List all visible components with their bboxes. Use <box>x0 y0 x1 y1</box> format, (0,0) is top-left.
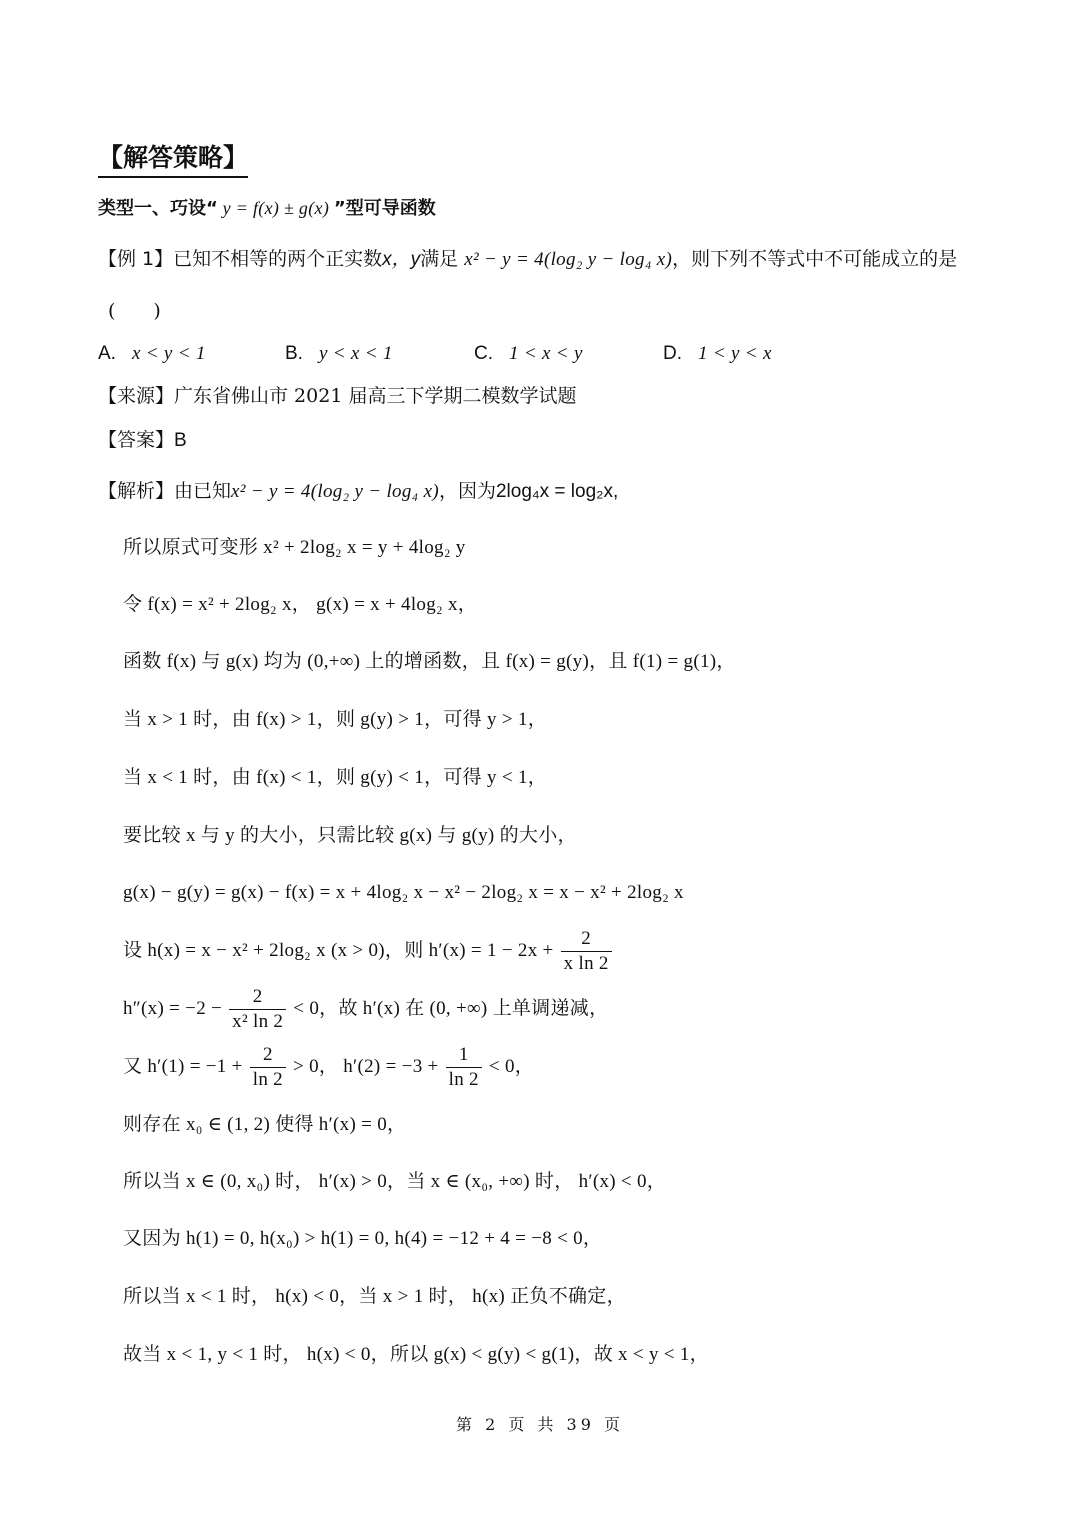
subhead-suffix: ”型可导函数 <box>333 198 436 219</box>
option-letter: D. <box>663 343 682 364</box>
section-heading: 【解答策略】 <box>98 142 248 178</box>
type-subheading <box>98 195 436 222</box>
answer-label: 【答案】 <box>98 429 175 451</box>
analysis-line-13: 所以当 x ∈ (0, x₀) 时， h′(x) > 0，当 x ∈ (x₀, +∞) 时， h′(x) < 0， <box>123 1171 667 1192</box>
analysis-line-8: g(x) − g(y) = g(x) − f(x) = x + 4log₂ x − x² − 2log₂ x = x − x² + 2log₂ x <box>123 882 684 903</box>
analysis-line-15: 所以当 x < 1 时， h(x) < 0，当 x > 1 时， h(x) 正负不确定， <box>123 1286 626 1307</box>
analysis-formula: 2log₄x = log₂x, <box>495 481 619 502</box>
analysis-line-3: 令 f(x) = x² + 2log₂ x， g(x) = x + 4log₂ x， <box>123 594 478 615</box>
example-statement <box>98 246 957 273</box>
example-text-a: 已知不相等的两个正实数 <box>173 248 383 270</box>
analysis-text: 由已知 <box>174 480 232 502</box>
fraction-denominator: ln 2 <box>252 1069 283 1091</box>
example-text-c: 满足 <box>420 248 459 270</box>
analysis-line-9 <box>123 926 614 976</box>
option-letter: A. <box>98 343 116 364</box>
source-label: 【来源】 <box>98 385 175 407</box>
analysis-text: h″(x) = −2 − <box>123 998 223 1019</box>
option-a <box>98 340 206 367</box>
fraction <box>561 927 612 976</box>
answer-line <box>98 427 187 454</box>
option-math: 1 < y < x <box>698 343 772 364</box>
fraction-numerator: 1 <box>446 1043 482 1068</box>
answer-value: B <box>174 430 187 451</box>
analysis-text: 又 h′(1) = −1 + <box>123 1056 243 1077</box>
analysis-line-12: 则存在 x₀ ∈ (1, 2) 使得 h′(x) = 0， <box>123 1114 407 1135</box>
fraction-numerator: 2 <box>250 1043 286 1068</box>
analysis-text: < 0， <box>488 1056 535 1077</box>
analysis-line-4: 函数 f(x) 与 g(x) 均为 (0,+∞) 上的增函数，且 f(x) = g(y)，且 f(1) = g(1)， <box>123 651 736 672</box>
analysis-line-11 <box>123 1042 534 1092</box>
option-math: x < y < 1 <box>131 343 206 364</box>
analysis-line-16: 故当 x < 1, y < 1 时， h(x) < 0，所以 g(x) < g(y) < g(1)，故 x < y < 1， <box>123 1344 709 1365</box>
option-math: 1 < x < y <box>509 343 583 364</box>
answer-blank: ( ) <box>108 300 161 322</box>
example-text-d: ，则下列不等式中不可能成立的是 <box>672 248 958 270</box>
analysis-text: 设 h(x) = x − x² + 2log₂ x (x > 0)，则 h′(x) = 1 − 2x + <box>123 940 554 961</box>
subhead-formula: y = f(x) ± g(x) <box>217 198 334 218</box>
subhead-prefix: 类型一、巧设“ <box>98 198 218 219</box>
fraction <box>229 985 286 1034</box>
fraction-numerator: 2 <box>561 927 612 952</box>
analysis-text: ，因为 <box>438 480 496 502</box>
option-d <box>663 340 772 367</box>
fraction-denominator: x ln 2 <box>563 953 609 975</box>
fraction-numerator: 2 <box>229 985 286 1010</box>
fraction-denominator: ln 2 <box>448 1069 479 1091</box>
analysis-line-7: 要比较 x 与 y 的大小，只需比较 g(x) 与 g(y) 的大小， <box>123 825 577 846</box>
option-letter: B. <box>285 343 303 364</box>
analysis-line-14: 又因为 h(1) = 0, h(x₀) > h(1) = 0, h(4) = −12 + 4 = −8 < 0， <box>123 1228 603 1249</box>
option-c <box>474 340 583 367</box>
example-vars: x，y <box>382 249 421 270</box>
analysis-line-10 <box>123 984 608 1034</box>
example-formula: x² − y = 4(log₂ y − log₄ x) <box>464 249 673 270</box>
source-line <box>98 383 576 409</box>
analysis-text: > 0， h′(2) = −3 + <box>293 1056 439 1077</box>
fraction <box>250 1043 286 1092</box>
option-letter: C. <box>474 343 493 364</box>
fraction-denominator: x² ln 2 <box>232 1011 284 1033</box>
analysis-line-2: 所以原式可变形 x² + 2log₂ x = y + 4log₂ y <box>123 537 466 558</box>
option-math: y < x < 1 <box>318 343 393 364</box>
analysis-formula: x² − y = 4(log₂ y − log₄ x) <box>231 481 439 502</box>
analysis-line-5: 当 x > 1 时，由 f(x) > 1，则 g(y) > 1，可得 y > 1， <box>123 709 548 730</box>
analysis-line-6: 当 x < 1 时，由 f(x) < 1，则 g(y) < 1，可得 y < 1， <box>123 767 548 788</box>
analysis-line-1 <box>98 478 618 505</box>
option-b <box>285 340 393 367</box>
analysis-label: 【解析】 <box>98 480 175 502</box>
source-text: 广东省佛山市 2021 届高三下学期二模数学试题 <box>174 385 577 407</box>
page-footer: 第 2 页 共 39 页 <box>456 1415 624 1434</box>
fraction <box>446 1043 482 1092</box>
example-label: 【例 1】 <box>98 248 174 270</box>
analysis-text: < 0，故 h′(x) 在 (0, +∞) 上单调递减， <box>293 998 609 1019</box>
